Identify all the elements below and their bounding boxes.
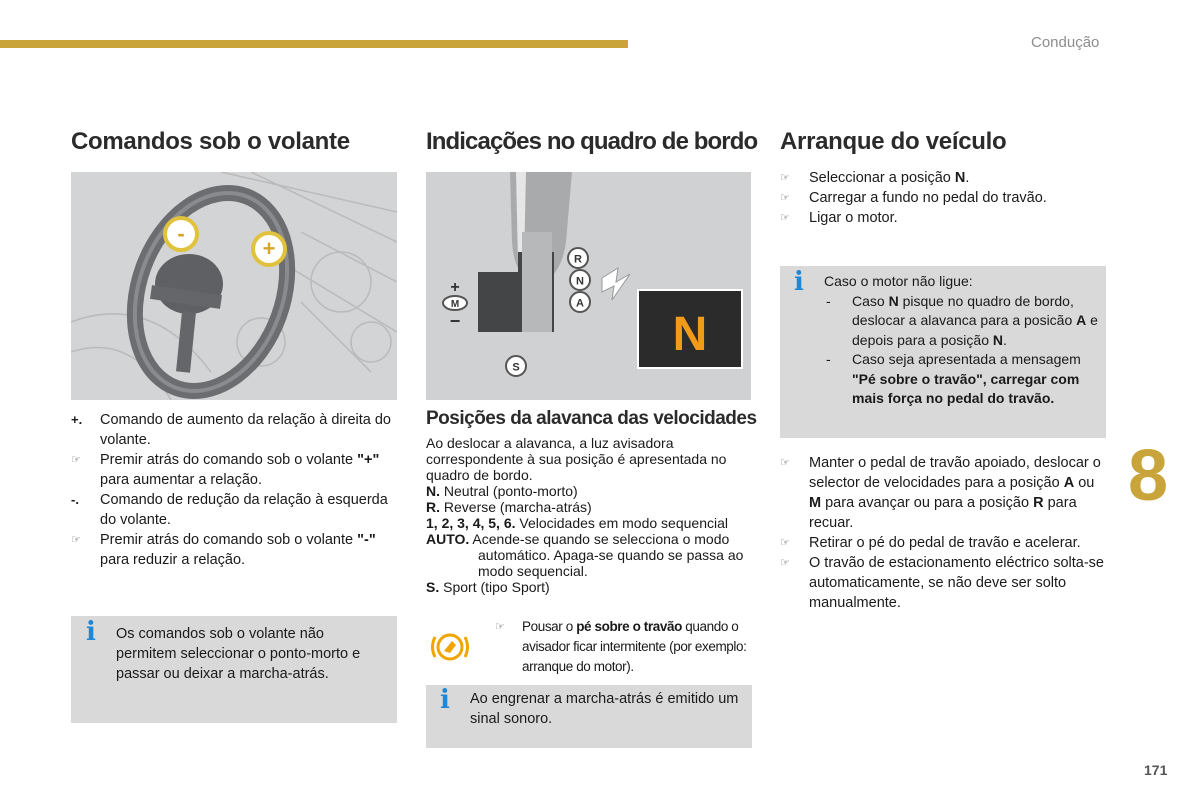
plus-symbol: + [450,279,460,296]
list-item-text: Premir atrás do comando sob o volante [100,452,358,468]
list-item [71,530,397,570]
gear-letter-s: S [512,361,520,374]
display-gear-letter: N [672,308,708,361]
gear-letter-r: R [574,253,582,266]
list-marker: -. [71,492,79,507]
info-icon: i [86,617,96,647]
hand-pointer-icon: ☞ [495,621,505,633]
hand-pointer-icon: ☞ [780,212,790,224]
definition-item: S. Sport (tipo Sport) [426,579,550,595]
header-accent-bar [0,40,628,48]
definition-item: N. Neutral (ponto-morto) [426,483,578,499]
info-item: - Caso N pisque no quadro de bordo, deslocar a alavanca para a posicão A e depois para a posição N. [826,292,1098,348]
chapter-number: 8 [1128,436,1169,516]
list-item-text: Comando de aumento da relação à direita do volante. [100,412,391,448]
info-intro: Caso o motor não ligue: [824,273,973,289]
hand-pointer-icon: ☞ [71,454,81,466]
lever-positions-text [426,435,752,595]
definition-item: R. Reverse (marcha-atrás) [426,499,592,515]
steering-controls-title: Comandos sob o volante [71,128,350,155]
list-item [71,410,397,450]
list-marker: +. [71,412,83,427]
paddle-instructions-list [71,410,397,570]
section-title: Condução [1031,34,1100,51]
info-text: Ao engrenar a marcha-atrás é emitido um sinal sonoro. [470,691,739,727]
definition-item: 1, 2, 3, 4, 5, 6. Velocidades em modo sequencial [426,515,728,531]
list-item: ☞ Ligar o motor. [780,210,898,226]
list-item: ☞ Carregar a fundo no pedal do travão. [780,190,1047,206]
hand-pointer-icon: ☞ [780,192,790,204]
info-item: - Caso seja apresentada a mensagem "Pé sobre o travão", carregar com mais força no pedal do travão. [826,351,1081,406]
list-item-text: Comando de redução da relação à esquerda do volante. [100,492,388,528]
info-text: Os comandos sob o volante não permitem seleccionar o ponto-morto e passar ou deixar a marcha-atrás. [116,626,361,682]
vehicle-start-title: Arranque do veículo [780,128,1007,155]
list-item-text: Premir atrás do comando sob o volante [100,532,358,548]
foot-on-brake-warning-icon [430,627,470,667]
svg-text:-: - [177,221,185,246]
brake-note: ☞ Pousar o pé sobre o travão quando o avisador ficar intermitente (por exemplo: arranque do motor). [495,619,747,674]
info-icon: i [794,267,804,297]
hand-pointer-icon: ☞ [780,172,790,184]
hand-pointer-icon: ☞ [780,457,790,469]
svg-text:+: + [262,236,276,261]
dashboard-indications-title: Indicações no quadro de bordo [426,128,758,155]
lever-positions-subtitle: Posições da alavanca das velocidades [426,408,757,429]
list-item: ☞ O travão de estacionamento eléctrico solta-se automaticamente, se não deve ser solto manualmente. [780,555,1104,611]
list-item: ☞ Seleccionar a posição N. [780,170,970,186]
definition-item: AUTO. Acende-se quando se selecciona o modo automático. Apaga-se quando se passa ao modo sequencial. [426,531,744,579]
after-start-steps-list [780,453,1108,613]
info-box-reverse-beep [426,685,752,748]
list-item [71,450,397,490]
list-item [71,490,397,530]
info-icon: i [440,685,450,715]
list-item: ☞ Manter o pedal de travão apoiado, deslocar o selector de velocidades para a posição A ou M para avançar ou para a posição R para recuar. [780,455,1101,531]
info-box-paddles [71,616,397,723]
list-item: ☞ Retirar o pé do pedal de travão e acelerar. [780,535,1081,551]
gear-letter-n: N [576,275,584,288]
minus-symbol: − [449,311,461,331]
start-steps-list [780,168,1106,228]
gear-selector-illustration [426,172,751,400]
hand-pointer-icon: ☞ [71,534,81,546]
list-item-text: para reduzir a relação. [100,552,246,568]
info-text [824,272,1100,409]
info-box-engine-not-starting [780,266,1106,438]
minus-symbol: "-" [357,532,376,548]
steering-wheel-illustration [71,172,397,400]
gear-letter-a: A [576,297,584,310]
intro-paragraph: Ao deslocar a alavanca, a luz avisadora correspondente à sua posição é apresentada no quadro de bordo. [426,435,727,483]
list-item-text: para aumentar a relação. [100,472,263,488]
plus-symbol: "+" [357,452,380,468]
manual-m-label: M [450,299,460,310]
hand-pointer-icon: ☞ [780,537,790,549]
page-number: 171 [1144,762,1168,778]
hand-pointer-icon: ☞ [780,557,790,569]
